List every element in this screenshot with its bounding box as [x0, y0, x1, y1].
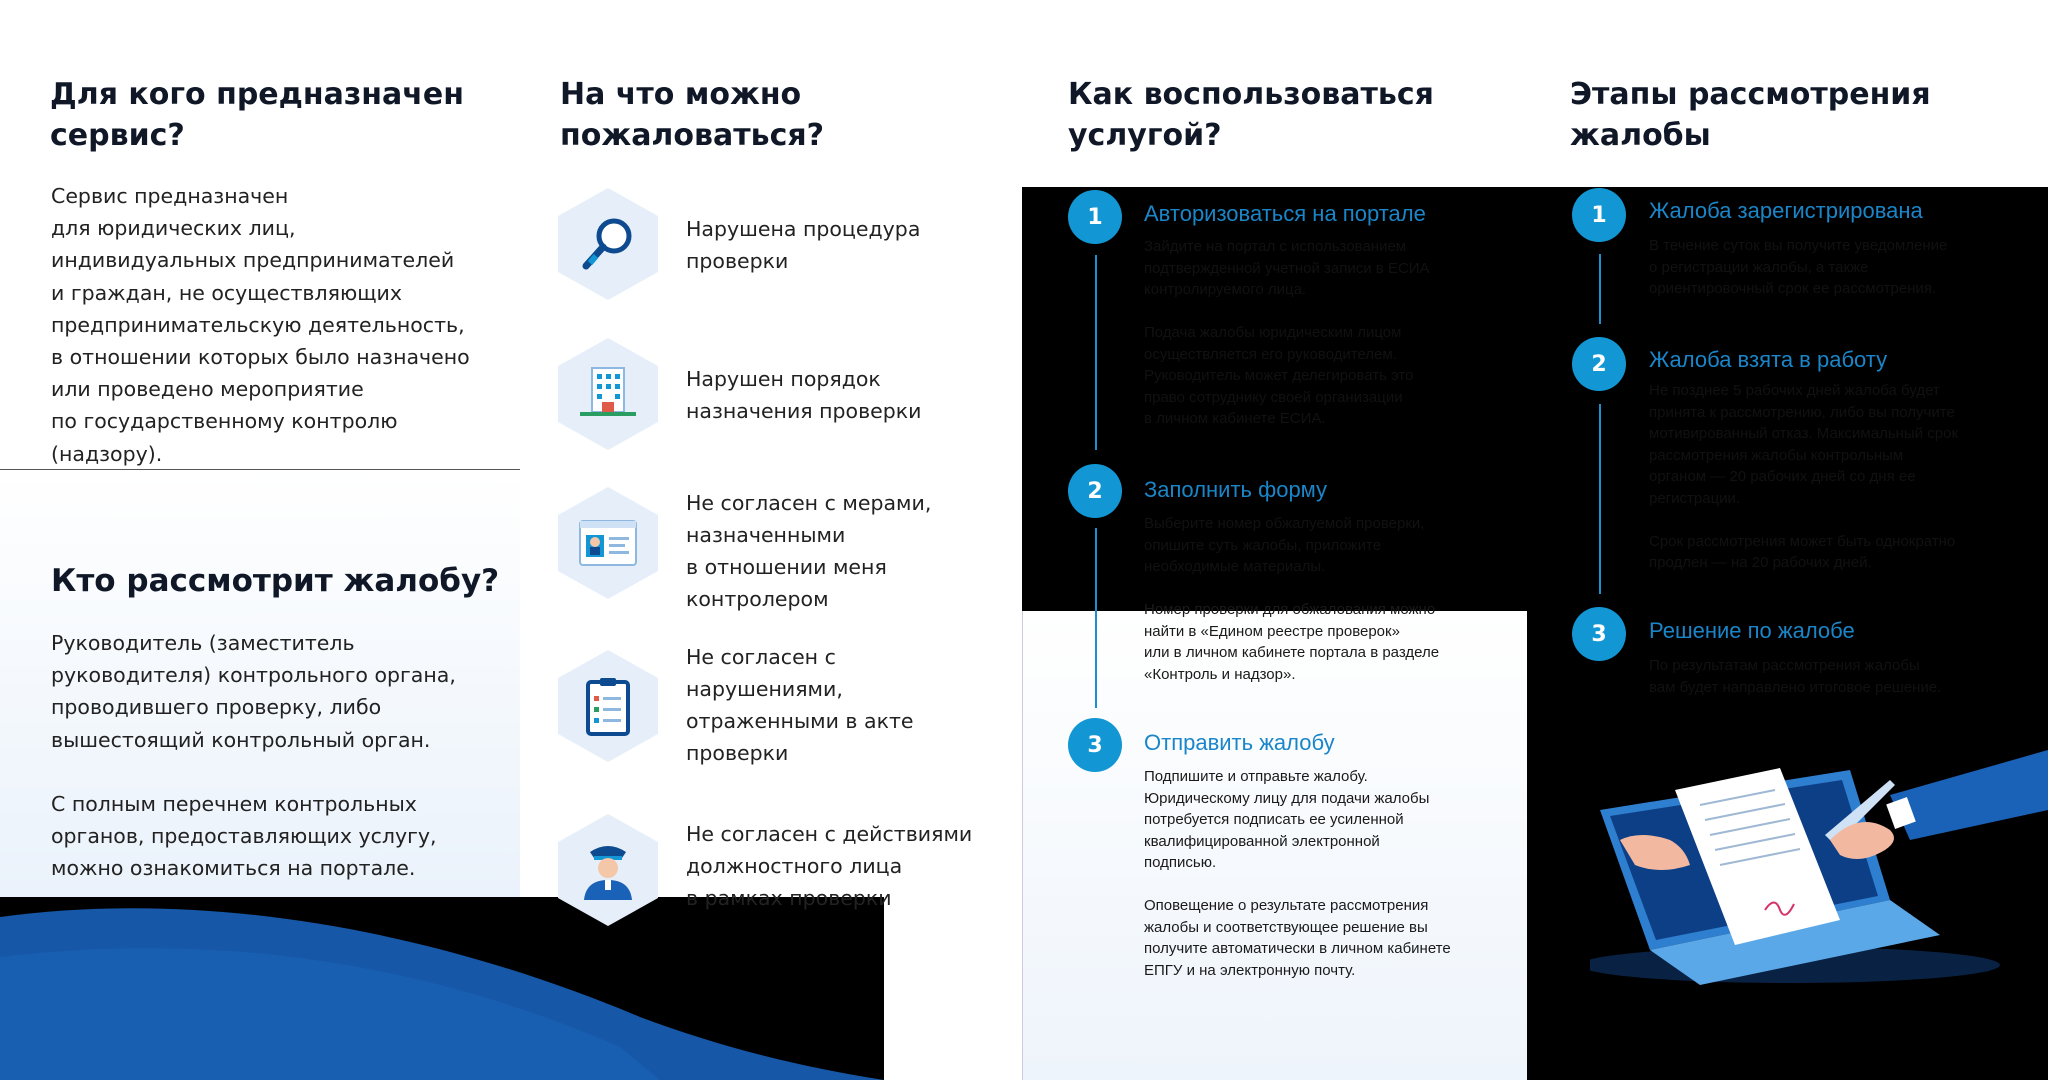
how-step-desc: Зайдите на портал с использованием подтвержденной учетной записи в ЕСИА контролируемого лица. Подача жалобы юридическим лицом осуществляется его руководителем. Руководитель может делегировать это право сотруднику своей организации в личном кабинете ЕСИА.	[1144, 238, 1430, 427]
complain-item	[558, 487, 988, 617]
how-step-number: 3	[1068, 718, 1122, 772]
complain-item-text: Не согласен с нарушениями, отраженными в акте проверки	[686, 645, 914, 765]
complain-item-text: Нарушен порядок назначения проверки	[686, 367, 922, 423]
stage-title: Жалоба взята в работу	[1649, 347, 1888, 372]
clipboard-icon	[558, 650, 658, 762]
complain-item	[558, 188, 988, 300]
reviewer-title: Кто рассмотрит жалобу?	[51, 563, 500, 599]
complain-item	[558, 645, 988, 780]
id-card-icon	[558, 487, 658, 599]
complain-item	[558, 814, 988, 926]
stages-title: Этапы рассмотрения жалобы	[1570, 77, 1931, 153]
stage-desc: В течение суток вы получите уведомление о регистрации жалобы, а также ориентировочный срок ее рассмотрения.	[1649, 237, 1948, 297]
complain-title: На что можно пожаловаться?	[560, 77, 825, 153]
inspector-icon	[558, 814, 658, 926]
magnifier-icon	[558, 188, 658, 300]
stage-connector	[1599, 254, 1601, 324]
how-step-number: 2	[1068, 464, 1122, 518]
who-text: Сервис предназначен для юридических лиц, индивидуальных предпринимателей и граждан, не осуществляющих предпринимательскую деятельность, в отношении которых было назначено или проведено мероприятие по государственному контролю (надзору).	[51, 184, 470, 466]
how-step-desc: Выберите номер обжалуемой проверки, опишите суть жалобы, приложите необходимые материалы.	[1144, 515, 1425, 575]
who-title: Для кого предназначен сервис?	[50, 77, 464, 153]
how-step-title: Заполнить форму	[1144, 477, 1328, 502]
how-title: Как воспользоваться услугой?	[1068, 77, 1434, 153]
stage-desc: По результатам рассмотрения жалобы вам будет направлено итоговое решение.	[1649, 657, 1942, 696]
stage-connector	[1599, 404, 1601, 594]
complain-item-text: Не согласен с действиями должностного лица в рамках проверки	[686, 822, 973, 910]
stage-number: 1	[1572, 188, 1626, 242]
stage-number: 3	[1572, 607, 1626, 661]
stage-desc: Не позднее 5 рабочих дней жалоба будет принята к рассмотрению, либо вы получите мотивированный отказ. Максимальный срок рассмотрения жалобы контрольным органом — 20 рабочих дней со дня ее регистрации. Срок рассмотрения может быть однократно продлен — на 20 рабочих дней.	[1649, 382, 1959, 571]
stage-number: 2	[1572, 337, 1626, 391]
stage-title: Жалоба зарегистрирована	[1649, 198, 1923, 223]
complain-item	[558, 338, 988, 450]
how-step-desc: Подпишите и отправьте жалобу. Юридическому лицу для подачи жалобы потребуется подписать ее усиленной квалифицированной электронной подписью. Оповещение о результате рассмотрения жалобы и соответствующее решение вы получите автоматически в личном кабинете ЕПГУ и на электронную почту.	[1144, 768, 1451, 979]
building-icon	[558, 338, 658, 450]
complain-item-text: Не согласен с мерами, назначенными в отношении меня контролером	[686, 491, 932, 611]
how-step-title: Отправить жалобу	[1144, 730, 1335, 755]
how-step-desc-extra: Номер проверки для обжалования можно найти в «Едином реестре проверок» или в личном кабинете портала в разделе «Контроль и надзор».	[1144, 601, 1440, 683]
complain-item-text: Нарушена процедура проверки	[686, 217, 921, 273]
stage-title: Решение по жалобе	[1649, 618, 1855, 643]
laptop-signing-icon	[1590, 750, 2048, 990]
how-step-connector	[1095, 528, 1097, 708]
reviewer-text: Руководитель (заместитель руководителя) контрольного органа, проводившего проверку, либо вышестоящий контрольный орган. С полным перечнем контрольных органов, предоставляющих услугу, можно ознакомиться на портале.	[51, 631, 456, 881]
how-step-title: Авторизоваться на портале	[1144, 201, 1426, 226]
how-step-connector	[1095, 255, 1097, 450]
how-step-number: 1	[1068, 190, 1122, 244]
